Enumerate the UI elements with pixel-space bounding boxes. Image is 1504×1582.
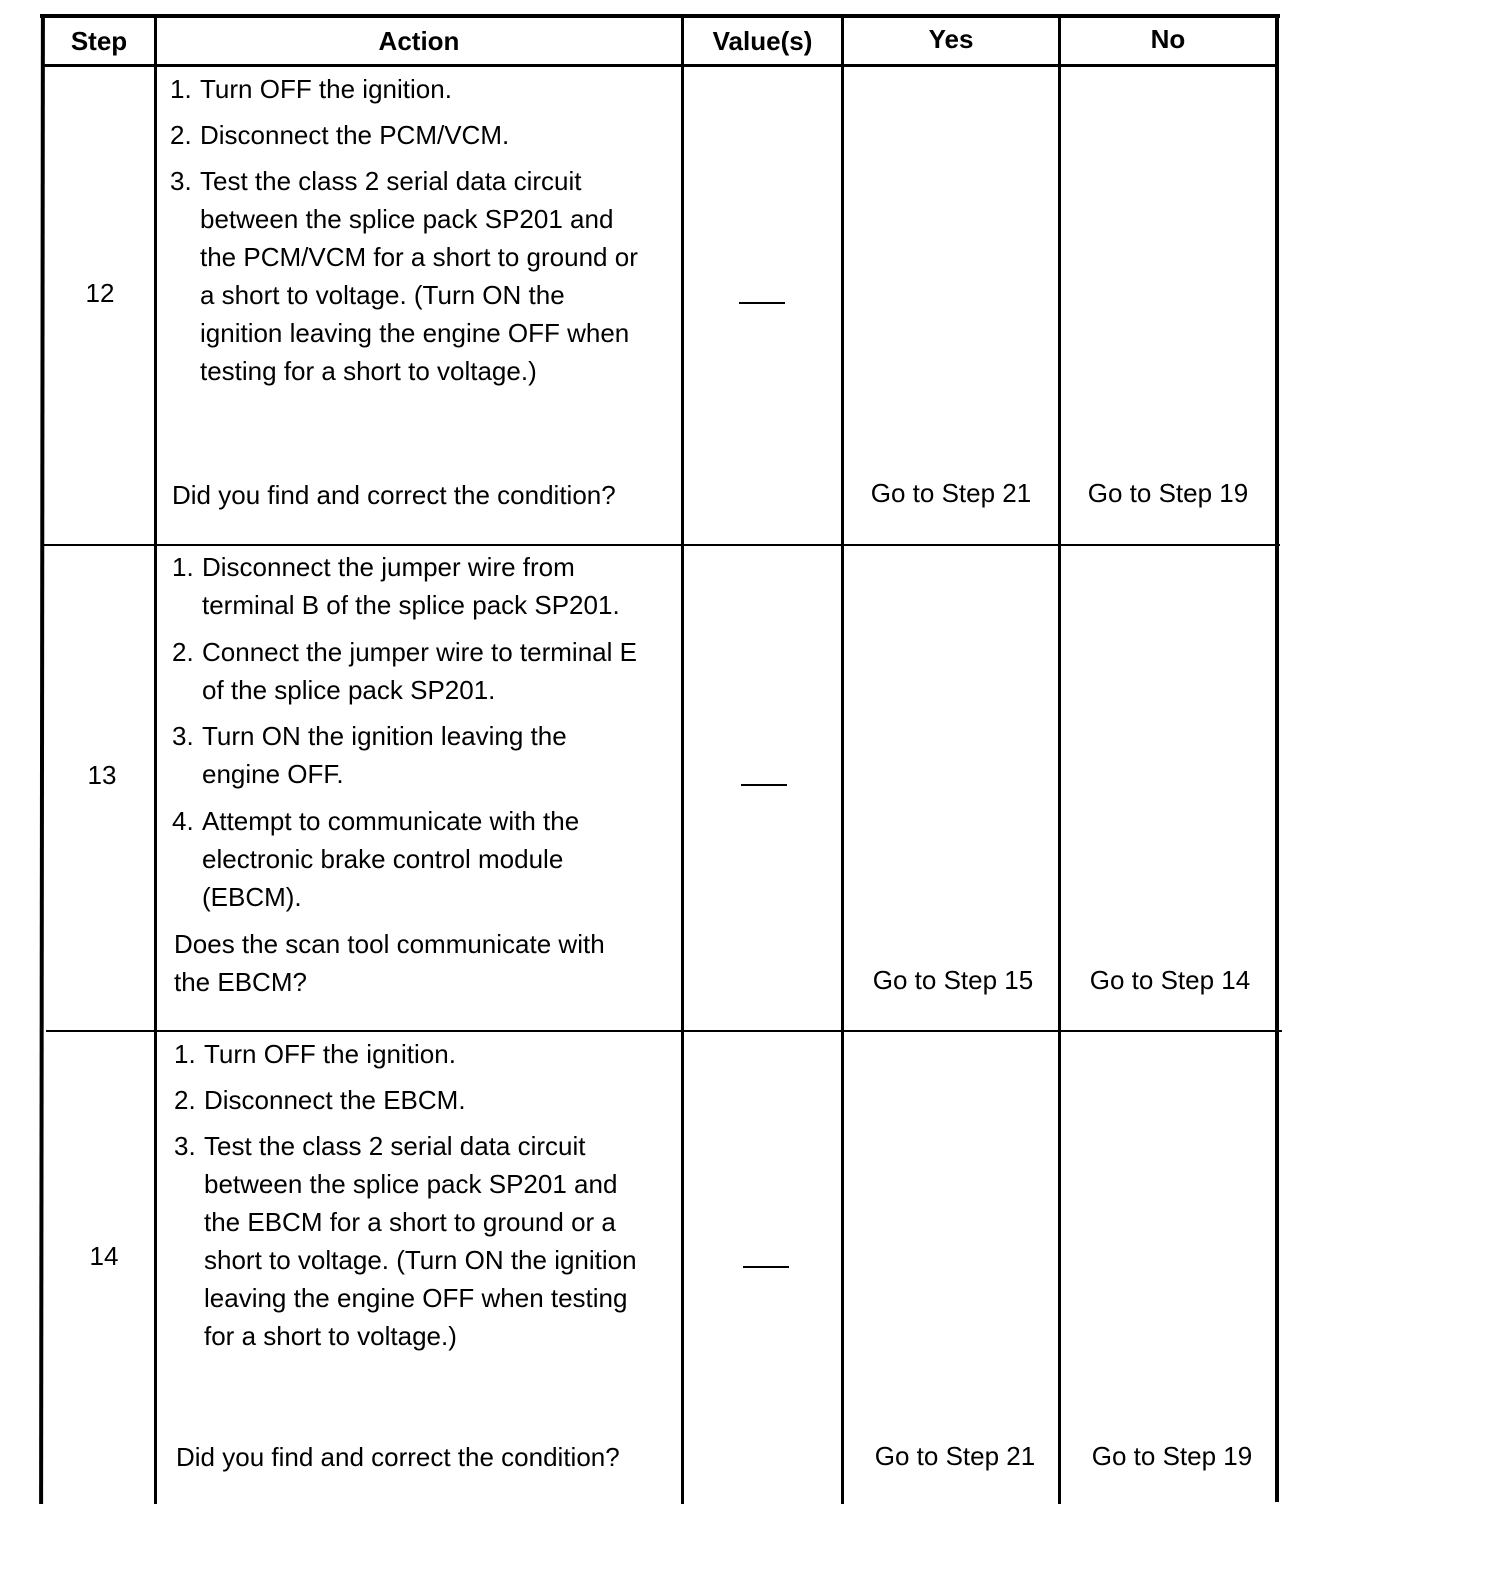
item-number: 2. xyxy=(172,637,194,667)
header-action: Action xyxy=(378,26,460,56)
item-number: 3. xyxy=(174,1131,196,1161)
item-text: terminal B of the splice pack SP201. xyxy=(202,590,620,620)
item-text: Connect the jumper wire to terminal E xyxy=(202,637,637,667)
item-text: Attempt to communicate with the xyxy=(202,806,580,836)
item-text: short to voltage. (Turn ON the ignition xyxy=(204,1245,637,1275)
item-text: Disconnect the jumper wire from xyxy=(202,552,575,582)
row-12-bottom-border xyxy=(44,544,1280,546)
header-step: Step xyxy=(70,26,128,56)
item-text: leaving the engine OFF when testing xyxy=(204,1283,628,1313)
item-text: Turn ON the ignition leaving the xyxy=(202,721,567,751)
item-number: 2. xyxy=(170,120,192,150)
col-divider-yes-no xyxy=(1058,16,1061,1504)
col-divider-action-values xyxy=(681,16,684,1504)
item-text: testing for a short to voltage.) xyxy=(200,356,537,386)
value-dash xyxy=(743,1266,789,1268)
item-text: between the splice pack SP201 and xyxy=(200,204,614,234)
item-text: the PCM/VCM for a short to ground or xyxy=(200,242,638,272)
item-number: 1. xyxy=(172,552,194,582)
left-border xyxy=(39,14,45,1504)
item-number: 2. xyxy=(174,1085,196,1115)
item-number: 4. xyxy=(172,806,194,836)
step-number: 12 xyxy=(85,278,115,308)
item-text: of the splice pack SP201. xyxy=(202,675,496,705)
item-text: electronic brake control module xyxy=(202,844,564,874)
item-text: a short to voltage. (Turn ON the xyxy=(200,280,565,310)
item-text: engine OFF. xyxy=(202,759,344,789)
yes-result: Go to Step 21 xyxy=(874,1441,1036,1471)
step-number: 13 xyxy=(87,760,117,790)
question-text: Did you find and correct the condition? xyxy=(176,1442,620,1472)
item-text: Turn OFF the ignition. xyxy=(204,1039,456,1069)
no-result: Go to Step 19 xyxy=(1091,1441,1253,1471)
value-dash xyxy=(739,302,785,304)
yes-result: Go to Step 21 xyxy=(870,478,1032,508)
header-yes: Yes xyxy=(928,24,974,54)
item-text: Test the class 2 serial data circuit xyxy=(200,166,582,196)
item-number: 3. xyxy=(172,721,194,751)
header-values: Value(s) xyxy=(712,26,813,56)
item-number: 3. xyxy=(170,166,192,196)
item-text: Disconnect the EBCM. xyxy=(204,1085,466,1115)
question-text: Did you find and correct the condition? xyxy=(172,480,616,510)
item-text: Disconnect the PCM/VCM. xyxy=(200,120,510,150)
no-result: Go to Step 14 xyxy=(1089,965,1251,995)
step-number: 14 xyxy=(89,1241,119,1271)
question-text: the EBCM? xyxy=(174,967,307,997)
item-text: for a short to voltage.) xyxy=(204,1321,457,1351)
header-no: No xyxy=(1150,24,1186,54)
item-text: Turn OFF the ignition. xyxy=(200,74,452,104)
item-text: ignition leaving the engine OFF when xyxy=(200,318,630,348)
right-border xyxy=(1275,14,1279,1502)
no-result: Go to Step 19 xyxy=(1087,478,1249,508)
item-number: 1. xyxy=(170,74,192,104)
item-text: (EBCM). xyxy=(202,882,302,912)
yes-result: Go to Step 15 xyxy=(872,965,1034,995)
question-text: Does the scan tool communicate with xyxy=(174,929,605,959)
item-text: the EBCM for a short to ground or a xyxy=(204,1207,616,1237)
header-bottom-border xyxy=(42,64,1278,67)
item-text: Test the class 2 serial data circuit xyxy=(204,1131,586,1161)
col-divider-values-yes xyxy=(841,16,844,1504)
item-text: between the splice pack SP201 and xyxy=(204,1169,618,1199)
value-dash xyxy=(741,784,787,786)
row-13-bottom-border xyxy=(46,1030,1282,1032)
table-top-border xyxy=(40,14,1280,18)
item-number: 1. xyxy=(174,1039,196,1069)
